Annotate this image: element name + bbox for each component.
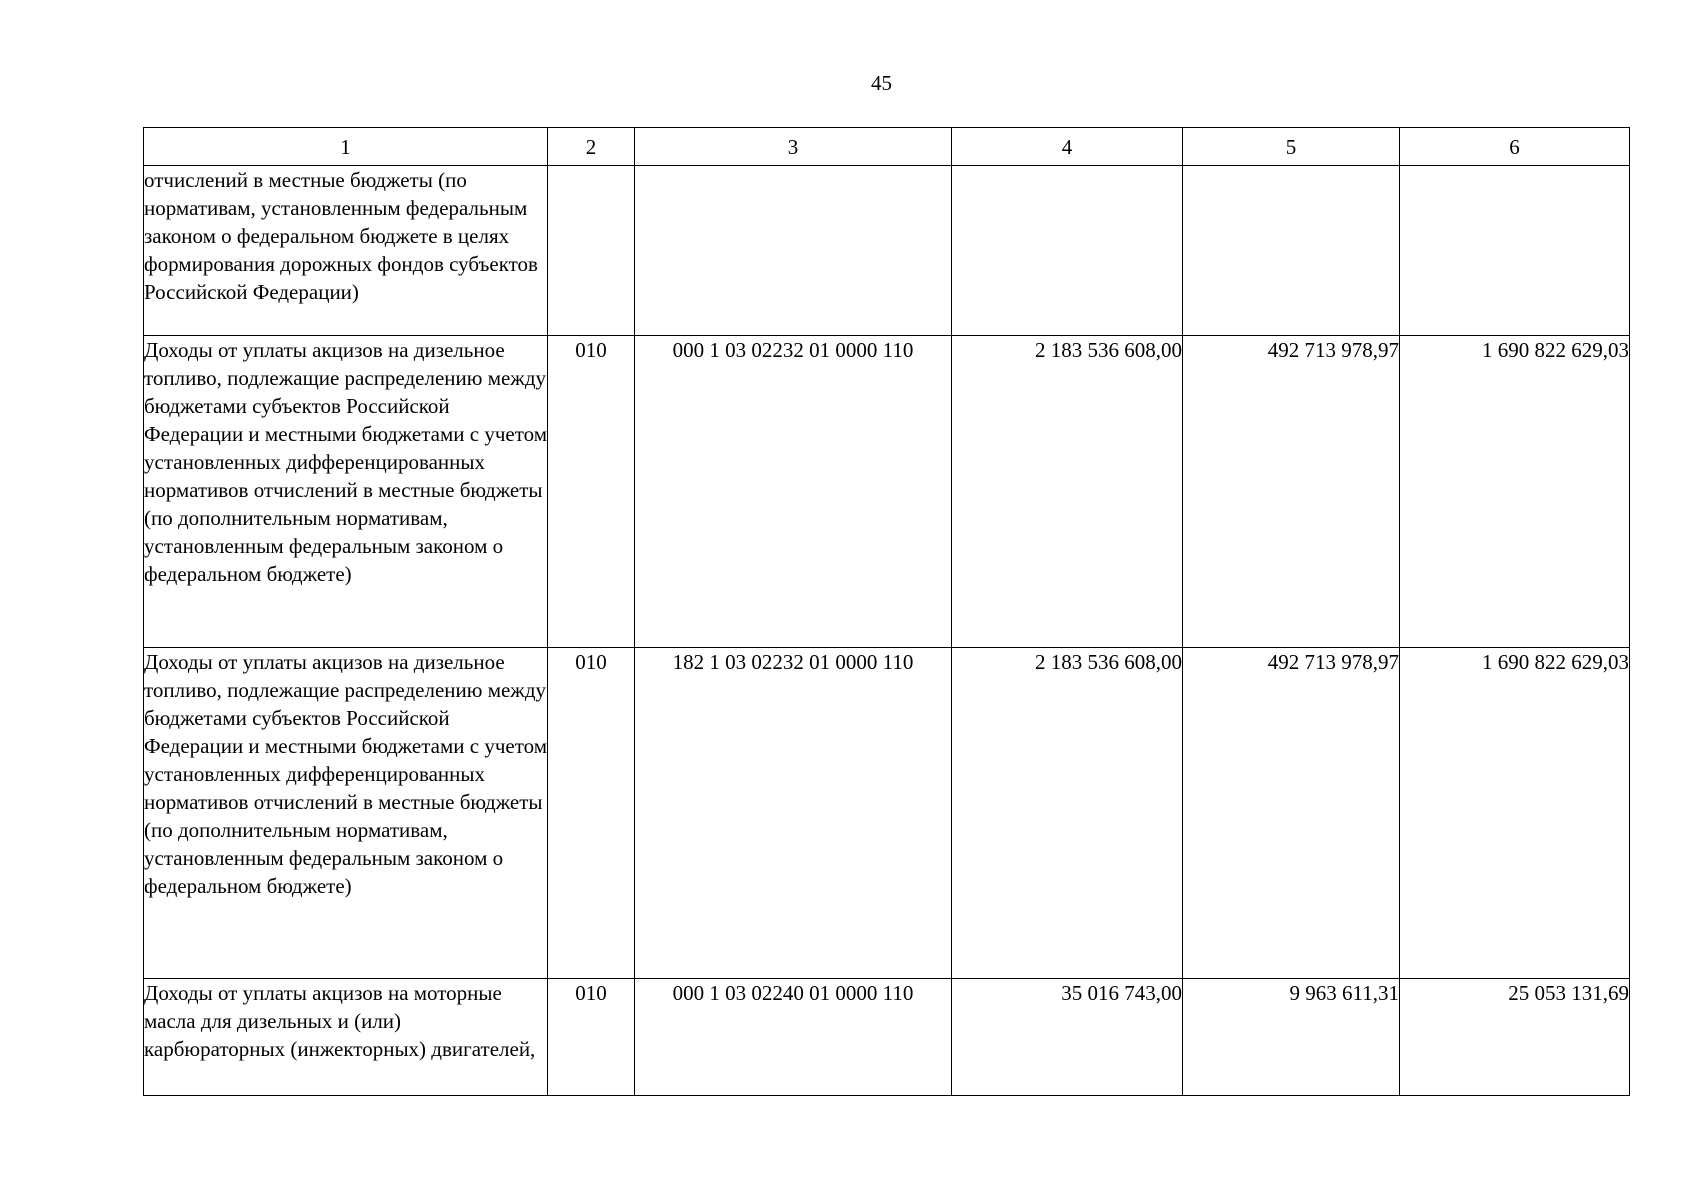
budget-classification-code: 000 1 03 02240 01 0000 110 (635, 979, 952, 1096)
amount-col6 (1400, 166, 1630, 336)
budget-classification-code: 182 1 03 02232 01 0000 110 (635, 648, 952, 979)
table-row (144, 979, 1630, 1096)
amount-col6: 1 690 822 629,03 (1400, 336, 1630, 648)
column-header-2: 2 (548, 128, 635, 166)
income-description: Доходы от уплаты акцизов на дизельное топливо, подлежащие распределению между бюджетами субъектов Российской Федерации и местными бюджетами с учетом установленных дифференцированных нормативов отчислений в местные бюджеты (по дополнительным нормативам, установленным федеральным законом о федеральном бюджете) (144, 648, 548, 979)
table-header-row (144, 128, 1630, 166)
table-row (144, 648, 1630, 979)
column-header-3: 3 (635, 128, 952, 166)
administrator-code: 010 (548, 648, 635, 979)
amount-col5: 492 713 978,97 (1183, 648, 1400, 979)
column-header-4: 4 (952, 128, 1183, 166)
table-row (144, 166, 1630, 336)
administrator-code: 010 (548, 979, 635, 1096)
budget-classification-code (635, 166, 952, 336)
administrator-code (548, 166, 635, 336)
column-header-6: 6 (1400, 128, 1630, 166)
income-description: Доходы от уплаты акцизов на моторные масла для дизельных и (или) карбюраторных (инжекторных) двигателей, (144, 979, 548, 1096)
budget-table (143, 127, 1630, 1096)
amount-col5 (1183, 166, 1400, 336)
amount-col4 (952, 166, 1183, 336)
column-header-5: 5 (1183, 128, 1400, 166)
amount-col6: 25 053 131,69 (1400, 979, 1630, 1096)
column-header-1: 1 (144, 128, 548, 166)
amount-col5: 9 963 611,31 (1183, 979, 1400, 1096)
amount-col4: 2 183 536 608,00 (952, 648, 1183, 979)
page-number: 45 (871, 71, 892, 95)
administrator-code: 010 (548, 336, 635, 648)
amount-col5: 492 713 978,97 (1183, 336, 1400, 648)
budget-classification-code: 000 1 03 02232 01 0000 110 (635, 336, 952, 648)
income-description: Доходы от уплаты акцизов на дизельное топливо, подлежащие распределению между бюджетами субъектов Российской Федерации и местными бюджетами с учетом установленных дифференцированных нормативов отчислений в местные бюджеты (по дополнительным нормативам, установленным федеральным законом о федеральном бюджете) (144, 336, 548, 648)
amount-col4: 2 183 536 608,00 (952, 336, 1183, 648)
income-description: отчислений в местные бюджеты (по нормативам, установленным федеральным законом о федеральном бюджете в целях формирования дорожных фондов субъектов Российской Федерации) (144, 166, 548, 336)
table-row (144, 336, 1630, 648)
amount-col4: 35 016 743,00 (952, 979, 1183, 1096)
amount-col6: 1 690 822 629,03 (1400, 648, 1630, 979)
